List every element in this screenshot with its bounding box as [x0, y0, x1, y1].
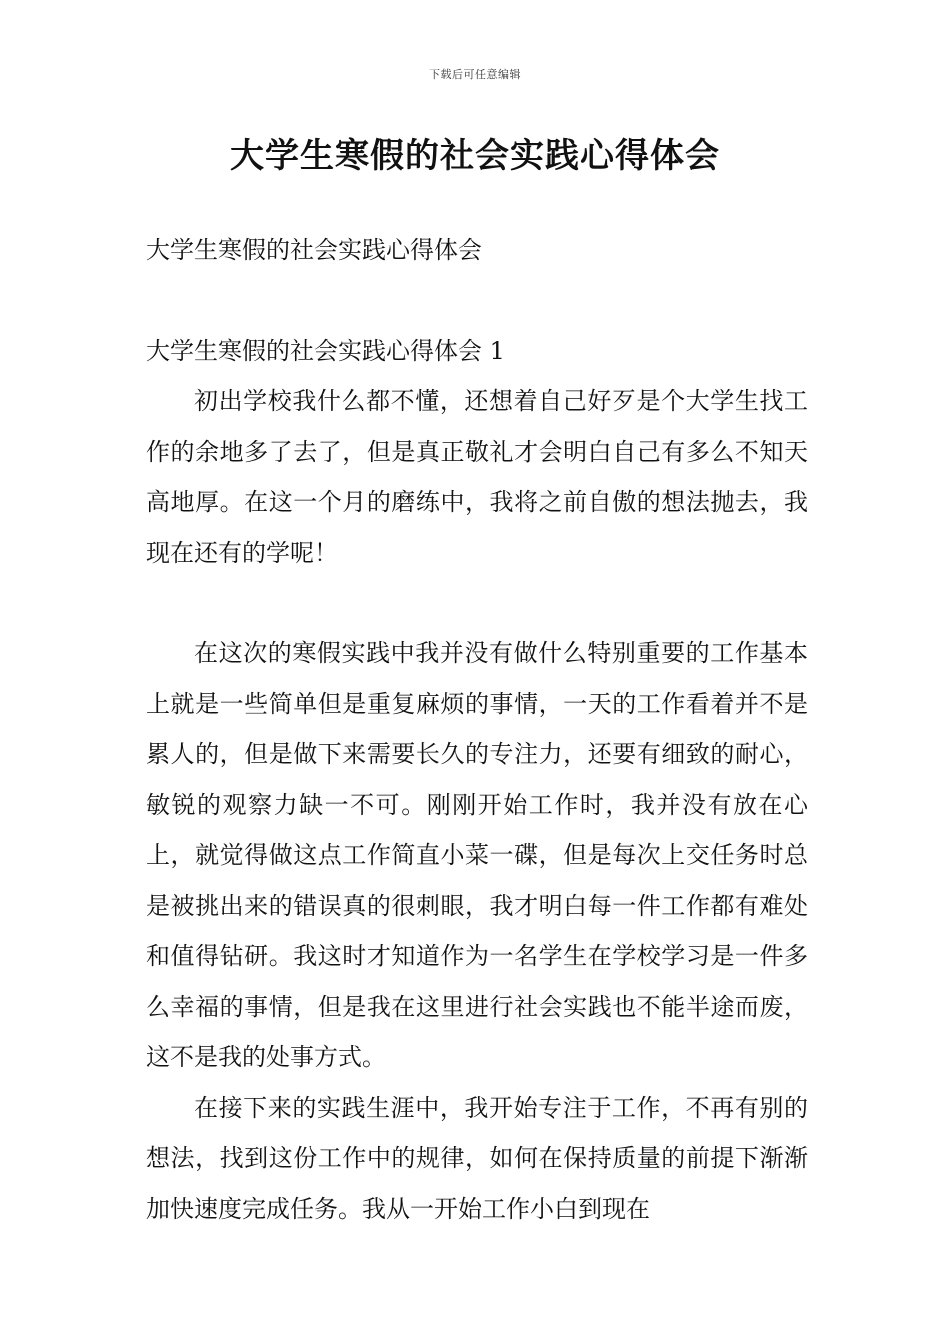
paragraph: 在接下来的实践生涯中，我开始专注于工作，不再有别的想法，找到这份工作中的规律，如何在保持质量的前提下渐渐加快速度完成任务。我从一开始工作小白到现在 — [146, 1093, 808, 1223]
header-note: 下载后可任意编辑 — [429, 68, 521, 81]
document-subtitle: 大学生寒假的社会实践心得体会 — [146, 236, 482, 264]
document-title: 大学生寒假的社会实践心得体会 — [230, 136, 720, 176]
section-heading: 大学生寒假的社会实践心得体会 1 — [146, 337, 505, 365]
paragraph: 初出学校我什么都不懂，还想着自己好歹是个大学生找工作的余地多了去了，但是真正敬礼才会明白自己有多么不知天高地厚。在这一个月的磨练中，我将之前自傲的想法抛去，我现在还有的学呢！ — [146, 387, 808, 567]
paragraph: 在这次的寒假实践中我并没有做什么特别重要的工作基本上就是一些简单但是重复麻烦的事情，一天的工作看着并不是累人的，但是做下来需要长久的专注力，还要有细致的耐心，敏锐的观察力缺一不可。刚刚开始工作时，我并没有放在心上，就觉得做这点工作简直小菜一碟，但是每次上交任务时总是被挑出来的错误真的很刺眼，我才明白每一件工作都有难处和值得钻研。我这时才知道作为一名学生在学校学习是一件多么幸福的事情，但是我在这里进行社会实践也不能半途而废，这不是我的处事方式。 — [146, 639, 808, 1071]
document-body — [146, 376, 808, 1234]
